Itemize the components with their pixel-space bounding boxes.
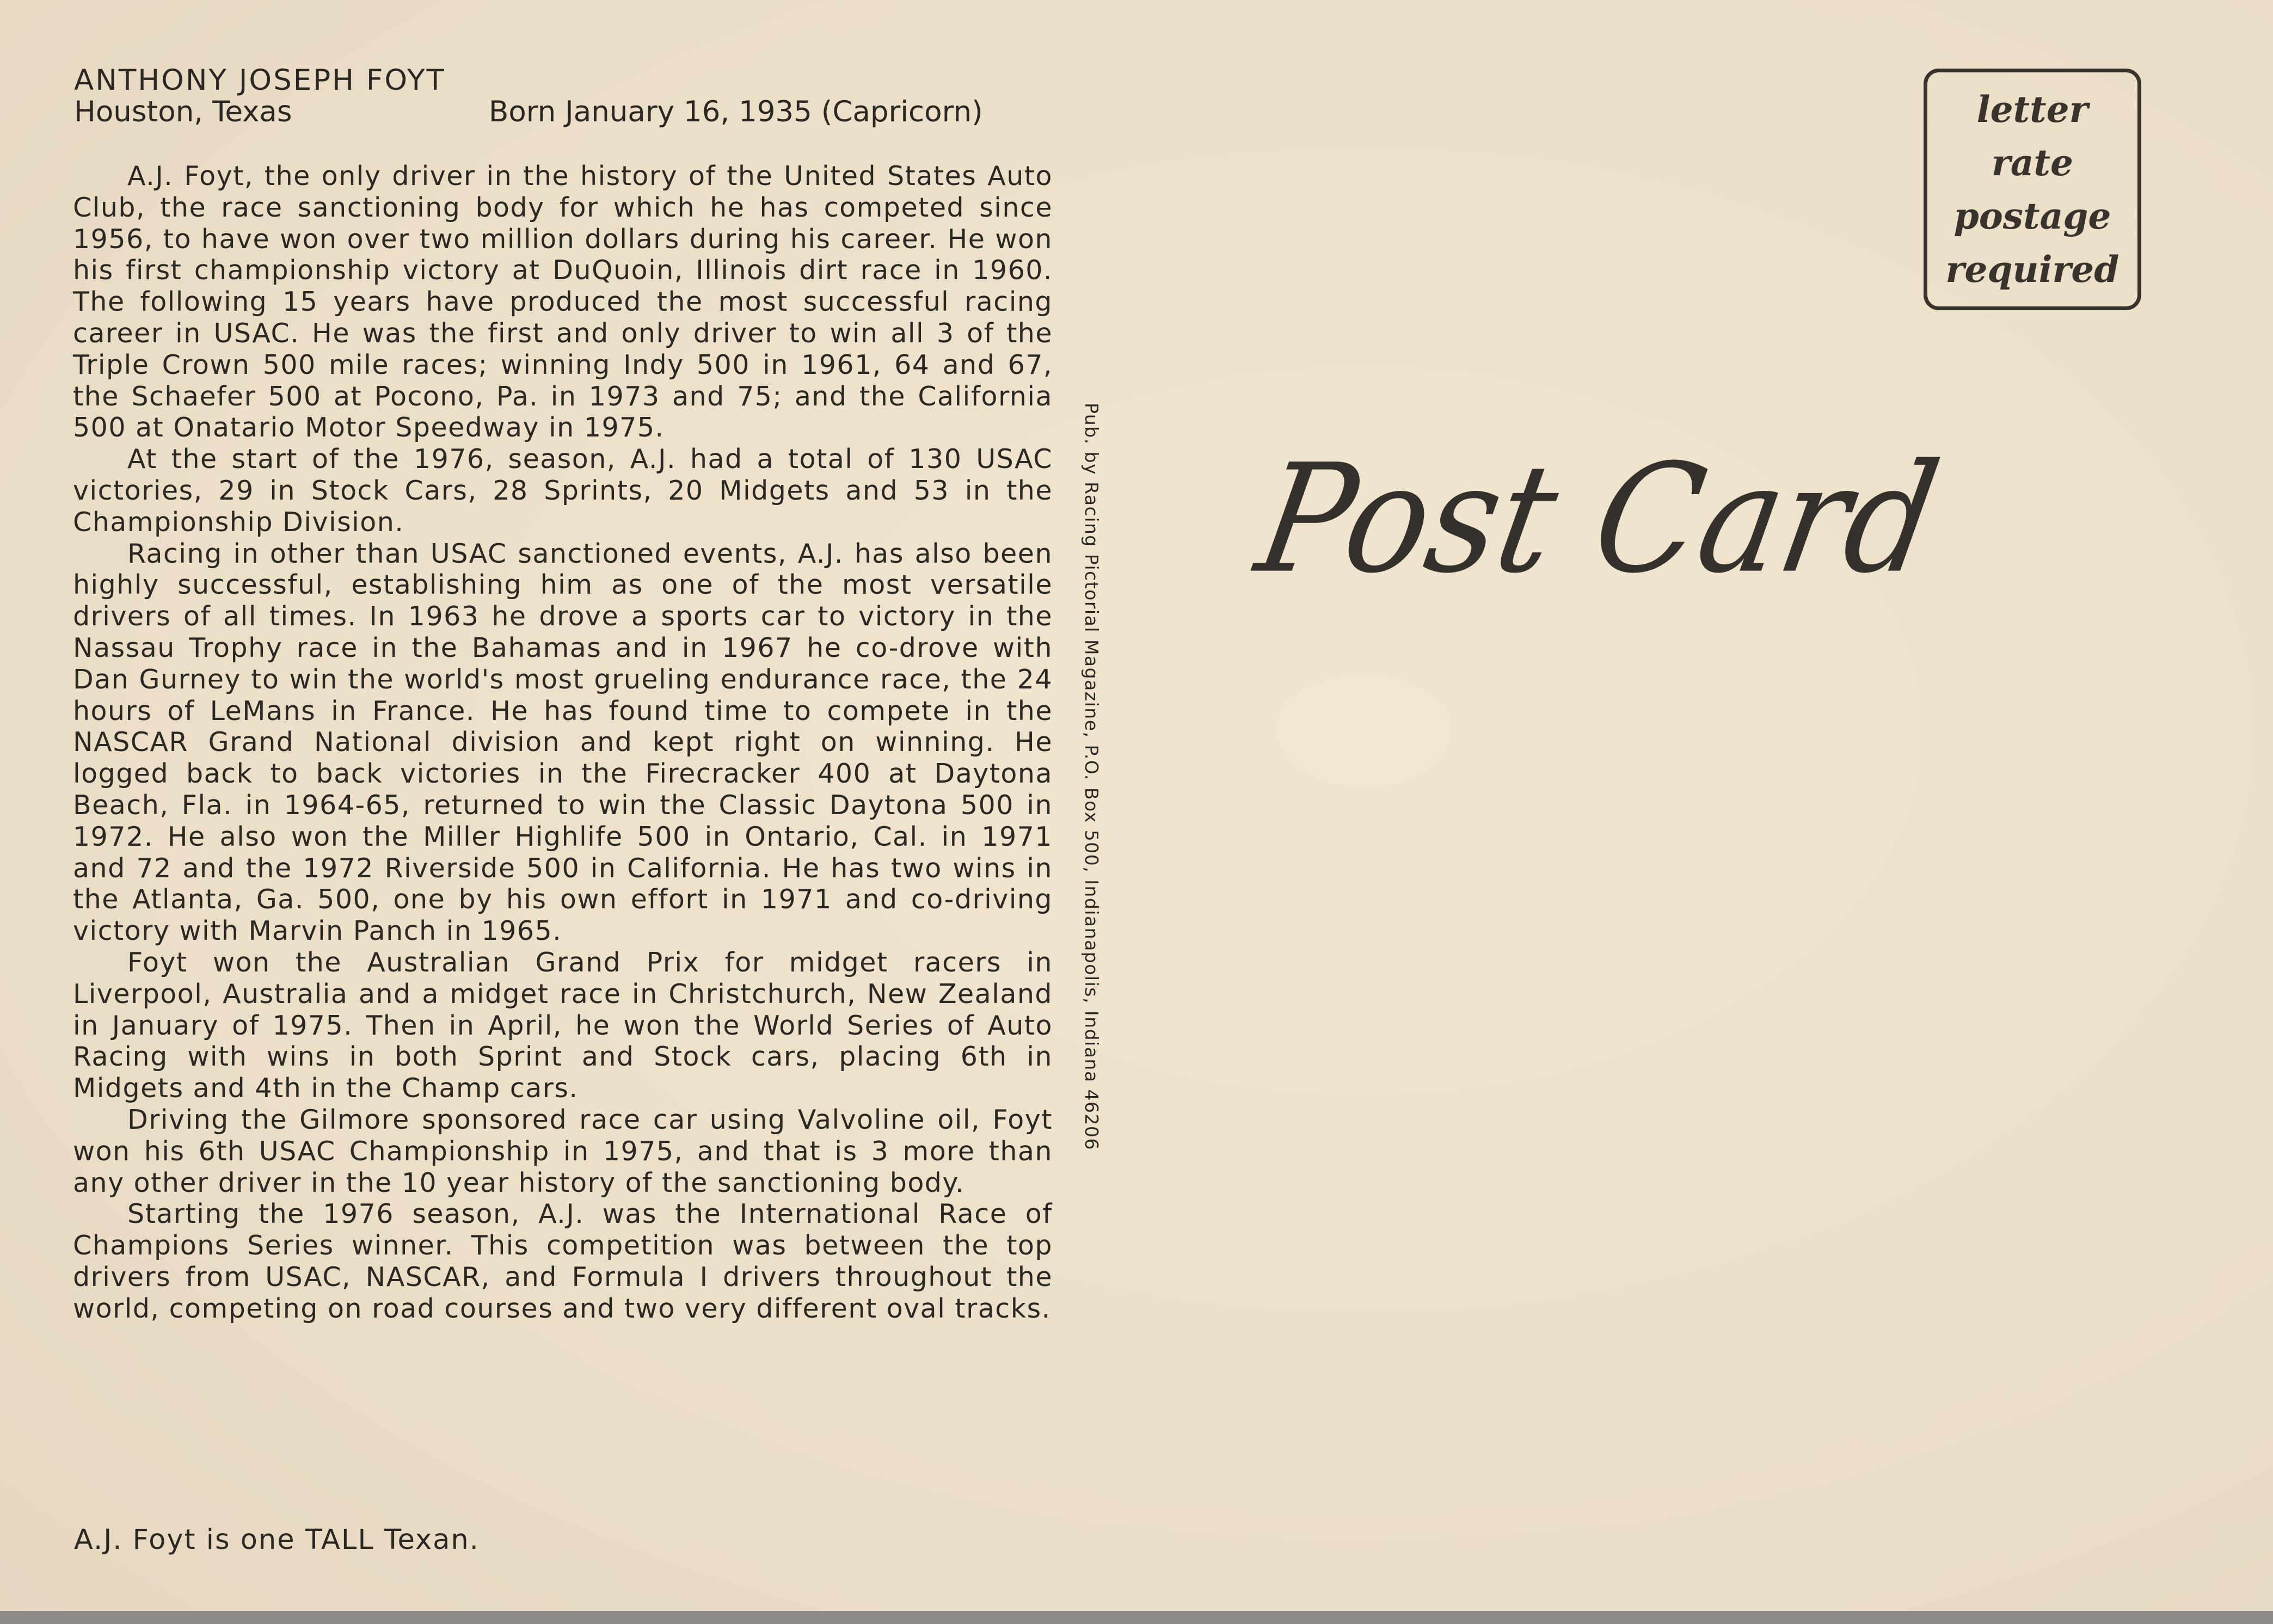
stamp-text-line: required (1945, 248, 2120, 291)
scan-bottom-edge (0, 1611, 2273, 1624)
biography-paragraph: A.J. Foyt, the only driver in the history of the United States Auto Club, the race sanctioning body for which he has competed since 1956, to have won over two million dollars during his career. He won his first championship victory at DuQuoin, Illinois dirt race in 1960. The following 15 years have produced the most successful racing career in USAC. He was the first and only driver to win all 3 of the Triple Crown 500 mile races; winning Indy 500 in 1961, 64 and 67, the Schaefer 500 at Pocono, Pa. in 1973 and 75; and the California 500 at Onatario Motor Speedway in 1975. (73, 161, 1053, 444)
stamp-text-line: postage (1953, 195, 2111, 237)
biography-paragraph: Driving the Gilmore sponsored race car using Valvoline oil, Foyt won his 6th USAC Championship in 1975, and that is 3 more than any other driver in the 10 year history of the sanctioning body. (73, 1104, 1053, 1198)
publisher-credit: Pub. by Racing Pictorial Magazine, P.O. Box 500, Indianapolis, Indiana 46206 (1081, 403, 1102, 1151)
biography-text (73, 161, 1053, 1324)
closing-line: A.J. Foyt is one TALL Texan. (74, 1524, 480, 1556)
biography-paragraph: Racing in other than USAC sanctioned events, A.J. has also been highly successful, establishing him as one of the most versatile drivers of all times. In 1963 he drove a sports car to victory in the Nassau Trophy race in the Bahamas and in 1967 he co-drove with Dan Gurney to win the world's most grueling endurance race, the 24 hours of LeMans in France. He has found time to compete in the NASCAR Grand National division and kept right on winning. He logged back to back victories in the Firecracker 400 at Daytona Beach, Fla. in 1964-65, returned to win the Classic Daytona 500 in 1972. He also won the Miller Highlife 500 in Ontario, Cal. in 1971 and 72 and the 1972 Riverside 500 in California. He has two wins in the Atlanta, Ga. 500, one by his own effort in 1971 and co-driving victory with Marvin Panch in 1965. (73, 538, 1053, 947)
biography-paragraph: Foyt won the Australian Grand Prix for midget racers in Liverpool, Australia and a midget race in Christchurch, New Zealand in January of 1975. Then in April, he won the World Series of Auto Racing with wins in both Sprint and Stock cars, placing 6th in Midgets and 4th in the Champ cars. (73, 946, 1053, 1104)
stamp-text-line: rate (1991, 142, 2073, 184)
biography-paragraph: At the start of the 1976, season, A.J. had a total of 130 USAC victories, 29 in Stock Cars, 28 Sprints, 20 Midgets and 53 in the Championship Division. (73, 444, 1053, 538)
driver-name: ANTHONY JOSEPH FOYT (74, 64, 446, 97)
stamp-box (1924, 69, 2141, 310)
driver-hometown: Houston, Texas (74, 95, 292, 128)
biography-paragraph: Starting the 1976 season, A.J. was the International Race of Champions Series winner. This competition was between the top drivers from USAC, NASCAR, and Formula I drivers throughout the world, competing on road courses and two very different oval tracks. (73, 1198, 1053, 1324)
stamp-text-line: letter (1976, 88, 2088, 131)
post-card-title: Post Card (1246, 432, 1950, 606)
driver-birthdate: Born January 16, 1935 (Capricorn) (489, 95, 983, 128)
